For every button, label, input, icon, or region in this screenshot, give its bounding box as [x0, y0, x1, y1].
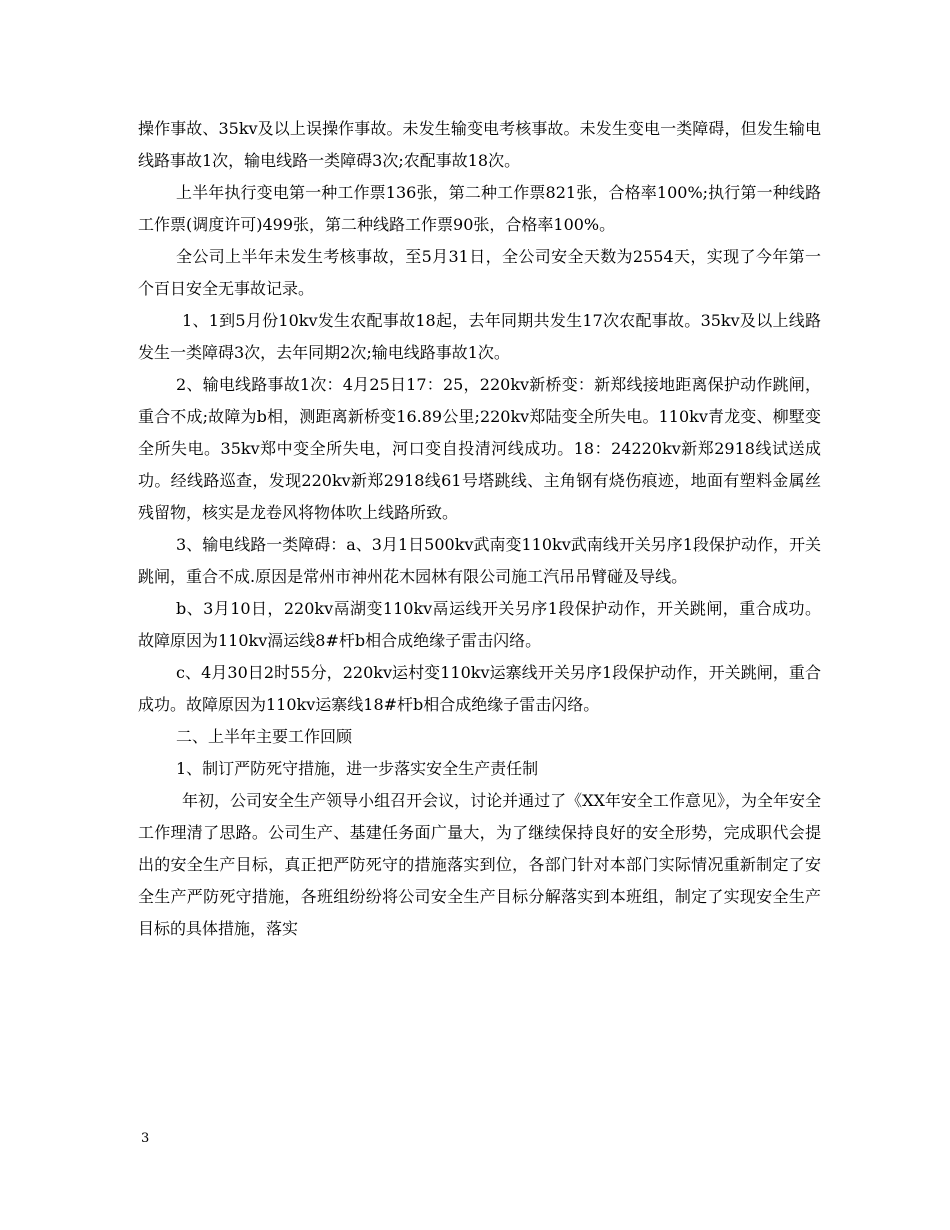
paragraph-rural-distribution-accidents: 1、1到5月份10kv发生农配事故18起，去年同期共发生17次农配事故。35kv及以上线路发生一类障碍3次，去年同期2次;输电线路事故1次。 — [138, 311, 821, 362]
paragraph-line-fault-c: c、4月30日2时55分，220kv运村变110kv运寨线开关另序1段保护动作，开关跳闸，重合成功。故障原因为110kv运寨线18#杆b相合成绝缘子雷击闪络。 — [138, 663, 821, 714]
paragraph-accident-summary: 操作事故、35kv及以上误操作事故。未发生输变电考核事故。未发生变电一类障碍，但发生输电线路事故1次，输电线路一类障碍3次;农配事故18次。 — [138, 119, 821, 170]
paragraph-transmission-line-accident: 2、输电线路事故1次：4月25日17：25，220kv新桥变：新郑线接地距离保护动作跳闸，重合不成;故障为b相，测距离新桥变16.89公里;220kv郑陆变全所失电。110kv青龙变、柳墅变全所失电。35kv郑中变全所失电，河口变自投清河线成功。18：24220kv新郑2918线试送成功。经线路巡查，发现220kv新郑2918线61号塔跳线、主角钢有烧伤痕迹，地面有塑料金属丝残留物，核实是龙卷风将物体吹上线路所致。 — [138, 375, 821, 522]
paragraph-work-tickets: 上半年执行变电第一种工作票136张，第二种工作票821张，合格率100%;执行第一种线路工作票(调度许可)499张，第二种线路工作票90张，合格率100%。 — [138, 183, 821, 234]
document-body — [138, 113, 821, 945]
section-heading-work-review: 二、上半年主要工作回顾 — [176, 727, 353, 746]
paragraph-line-fault-b: b、3月10日，220kv鬲湖变110kv鬲运线开关另序1段保护动作，开关跳闸，重合成功。故障原因为110kv滆运线8#杆b相合成绝缘子雷击闪络。 — [138, 599, 821, 650]
page-number: 3 — [141, 1131, 150, 1146]
paragraph-line-fault-a: 3、输电线路一类障碍：a、3月1日500kv武南变110kv武南线开关另序1段保护动作，开关跳闸，重合不成.原因是常州市神州花木园林有限公司施工汽吊吊臂碰及导线。 — [138, 535, 821, 586]
subsection-heading-responsibility: 1、制订严防死守措施，进一步落实安全生产责任制 — [176, 759, 539, 778]
paragraph-annual-safety-plan: 年初，公司安全生产领导小组召开会议，讨论并通过了《XX年安全工作意见》，为全年安全工作理清了思路。公司生产、基建任务面广量大，为了继续保持良好的安全形势，完成职代会提出的安全生产目标，真正把严防死守的措施落实到位，各部门针对本部门实际情况重新制定了安全生产严防死守措施，各班组纷纷将公司安全生产目标分解落实到本班组，制定了实现安全生产目标的具体措施，落实 — [138, 791, 821, 938]
paragraph-safety-days: 全公司上半年未发生考核事故，至5月31日，全公司安全天数为2554天，实现了今年第一个百日安全无事故记录。 — [138, 247, 821, 298]
